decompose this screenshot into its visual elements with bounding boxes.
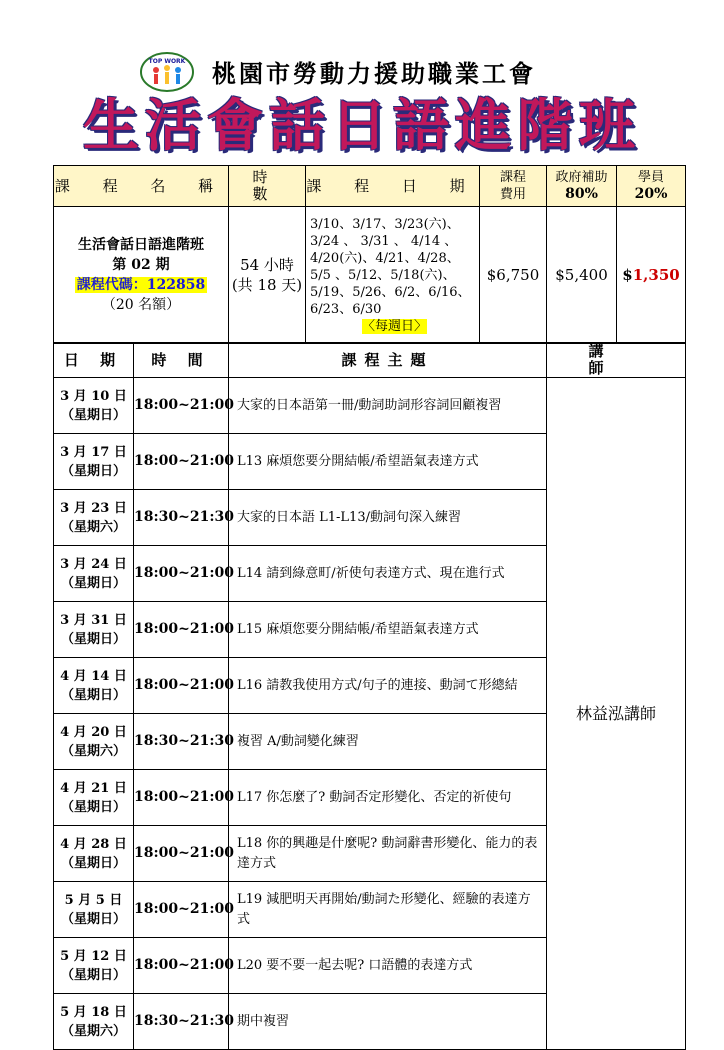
session-date-text: 3 月 31 日 xyxy=(60,612,127,628)
logo-text: TOP WORK xyxy=(148,58,186,65)
dates-line: 6/23、6/30 xyxy=(310,301,382,317)
dates-cell xyxy=(306,207,480,344)
session-time: 18:30~21:30 xyxy=(134,714,229,770)
session-topic: 大家的日本語第一冊/動詞助詞形容詞回顧複習 xyxy=(229,378,547,434)
student-value xyxy=(617,207,686,344)
session-time: 18:00~21:00 xyxy=(134,826,229,882)
session-topic: 複習 A/動詞變化練習 xyxy=(229,714,547,770)
session-date-text: 3 月 10 日 xyxy=(60,388,127,404)
session-date-text: 3 月 17 日 xyxy=(60,444,127,460)
session-date xyxy=(54,658,134,714)
session-weekday: （星期日） xyxy=(60,967,126,983)
course-title: 生活會話日語進階班 xyxy=(83,94,641,159)
session-weekday: （星期六） xyxy=(60,1023,126,1039)
dates-line: 4/20(六)、4/21、4/28、 xyxy=(310,250,460,266)
session-time: 18:00~21:00 xyxy=(134,770,229,826)
session-weekday: （星期日） xyxy=(60,855,126,871)
session-date-text: 4 月 28 日 xyxy=(60,836,127,852)
session-date xyxy=(54,882,134,938)
topic-header: 課程主題 xyxy=(229,343,547,378)
session-number: 第 02 期 xyxy=(112,257,170,273)
course-name-cell xyxy=(54,207,229,344)
session-date-text: 5 月 12 日 xyxy=(60,948,127,964)
student-value-amount: 1,350 xyxy=(632,265,680,284)
session-date xyxy=(54,490,134,546)
session-date xyxy=(54,826,134,882)
table-row xyxy=(54,378,686,434)
student-value-prefix: $ xyxy=(622,265,633,284)
subsidy-header xyxy=(547,166,617,207)
session-date-text: 4 月 14 日 xyxy=(60,668,127,684)
session-date xyxy=(54,938,134,994)
quota: （20 名額） xyxy=(101,297,181,313)
dates-line: 3/10、3/17、3/23(六)、 xyxy=(310,216,460,232)
session-date xyxy=(54,378,134,434)
student-header xyxy=(617,166,686,207)
session-weekday: （星期日） xyxy=(60,575,126,591)
subsidy-value: $5,400 xyxy=(547,207,617,344)
subsidy-header-line1: 政府補助 xyxy=(555,170,608,185)
session-time: 18:00~21:00 xyxy=(134,378,229,434)
weekly-note: 〈每週日〉 xyxy=(361,318,427,334)
top-work-logo-icon xyxy=(140,52,194,92)
student-header-line1: 學員 xyxy=(637,170,664,185)
summary-row xyxy=(54,207,686,344)
teacher-name: 林益泓講師 xyxy=(547,378,686,1050)
session-time: 18:00~21:00 xyxy=(134,938,229,994)
session-topic: L18 你的興趣是什麼呢? 動詞辭書形變化、能力的表達方式 xyxy=(229,826,547,882)
session-topic: L19 減肥明天再開始/動詞た形變化、經驗的表達方式 xyxy=(229,882,547,938)
student-header-line2: 20% xyxy=(634,186,668,202)
course-summary-table xyxy=(53,165,686,344)
session-weekday: （星期日） xyxy=(60,687,126,703)
organization-name: 桃園市勞動力援助職業工會 xyxy=(212,59,536,88)
session-weekday: （星期日） xyxy=(60,631,126,647)
session-weekday: （星期六） xyxy=(60,743,126,759)
course-name: 生活會話日語進階班 xyxy=(78,237,204,253)
session-topic: 大家的日本語 L1-L13/動詞句深入練習 xyxy=(229,490,547,546)
session-date-text: 4 月 20 日 xyxy=(60,724,127,740)
date-header: 日 期 xyxy=(54,343,134,378)
session-date-text: 4 月 21 日 xyxy=(60,780,127,796)
fee-header-line1: 課程 xyxy=(499,170,526,185)
hours-cell xyxy=(229,207,306,344)
session-topic: L16 請教我使用方式/句子的連接、動詞て形總結 xyxy=(229,658,547,714)
session-date xyxy=(54,602,134,658)
days-total: (共 18 天) xyxy=(231,276,303,294)
dates-line: 5/19、5/26、6/2、6/16、 xyxy=(310,284,471,300)
session-date-text: 5 月 18 日 xyxy=(60,1004,127,1020)
session-topic: L17 你怎麼了? 動詞否定形變化、否定的祈使句 xyxy=(229,770,547,826)
session-time: 18:00~21:00 xyxy=(134,434,229,490)
schedule-table xyxy=(53,342,686,1050)
summary-header-row xyxy=(54,166,686,207)
fee-value: $6,750 xyxy=(480,207,547,344)
session-date xyxy=(54,714,134,770)
session-date xyxy=(54,770,134,826)
session-topic: L13 麻煩您要分開結帳/希望語氣表達方式 xyxy=(229,434,547,490)
session-date xyxy=(54,434,134,490)
hours-total: 54 小時 xyxy=(240,256,294,274)
course-code: 課程代碼：122858 xyxy=(76,277,206,293)
session-topic: L20 要不要一起去呢? 口語體的表達方式 xyxy=(229,938,547,994)
session-weekday: （星期六） xyxy=(60,519,126,535)
session-time: 18:30~21:30 xyxy=(134,490,229,546)
session-topic: L14 請到綠意町/祈使句表達方式、現在進行式 xyxy=(229,546,547,602)
session-topic: L15 麻煩您要分開結帳/希望語氣表達方式 xyxy=(229,602,547,658)
session-date-text: 3 月 23 日 xyxy=(60,500,127,516)
session-weekday: （星期日） xyxy=(60,463,126,479)
course-name-header: 課 程 名 稱 xyxy=(54,166,229,207)
session-time: 18:00~21:00 xyxy=(134,882,229,938)
time-header: 時 間 xyxy=(134,343,229,378)
schedule-header-row xyxy=(54,343,686,378)
dates-header: 課 程 日 期 xyxy=(306,166,480,207)
session-weekday: （星期日） xyxy=(60,911,126,927)
fee-header xyxy=(480,166,547,207)
teacher-header: 講 師 xyxy=(547,343,686,378)
dates-line: 5/5 、5/12、5/18(六)、 xyxy=(310,267,456,283)
hours-header: 時 數 xyxy=(229,166,306,207)
session-weekday: （星期日） xyxy=(60,799,126,815)
session-date xyxy=(54,994,134,1050)
session-topic: 期中複習 xyxy=(229,994,547,1050)
session-date-text: 3 月 24 日 xyxy=(60,556,127,572)
session-time: 18:30~21:30 xyxy=(134,994,229,1050)
session-time: 18:00~21:00 xyxy=(134,546,229,602)
dates-line: 3/24 、 3/31 、 4/14 、 xyxy=(310,233,458,249)
session-date xyxy=(54,546,134,602)
document-header xyxy=(0,0,724,165)
fee-header-line2: 費用 xyxy=(499,187,526,202)
session-date-text: 5 月 5 日 xyxy=(64,892,123,908)
subsidy-header-line2: 80% xyxy=(565,186,598,202)
session-time: 18:00~21:00 xyxy=(134,602,229,658)
session-weekday: （星期日） xyxy=(60,407,126,423)
session-time: 18:00~21:00 xyxy=(134,658,229,714)
